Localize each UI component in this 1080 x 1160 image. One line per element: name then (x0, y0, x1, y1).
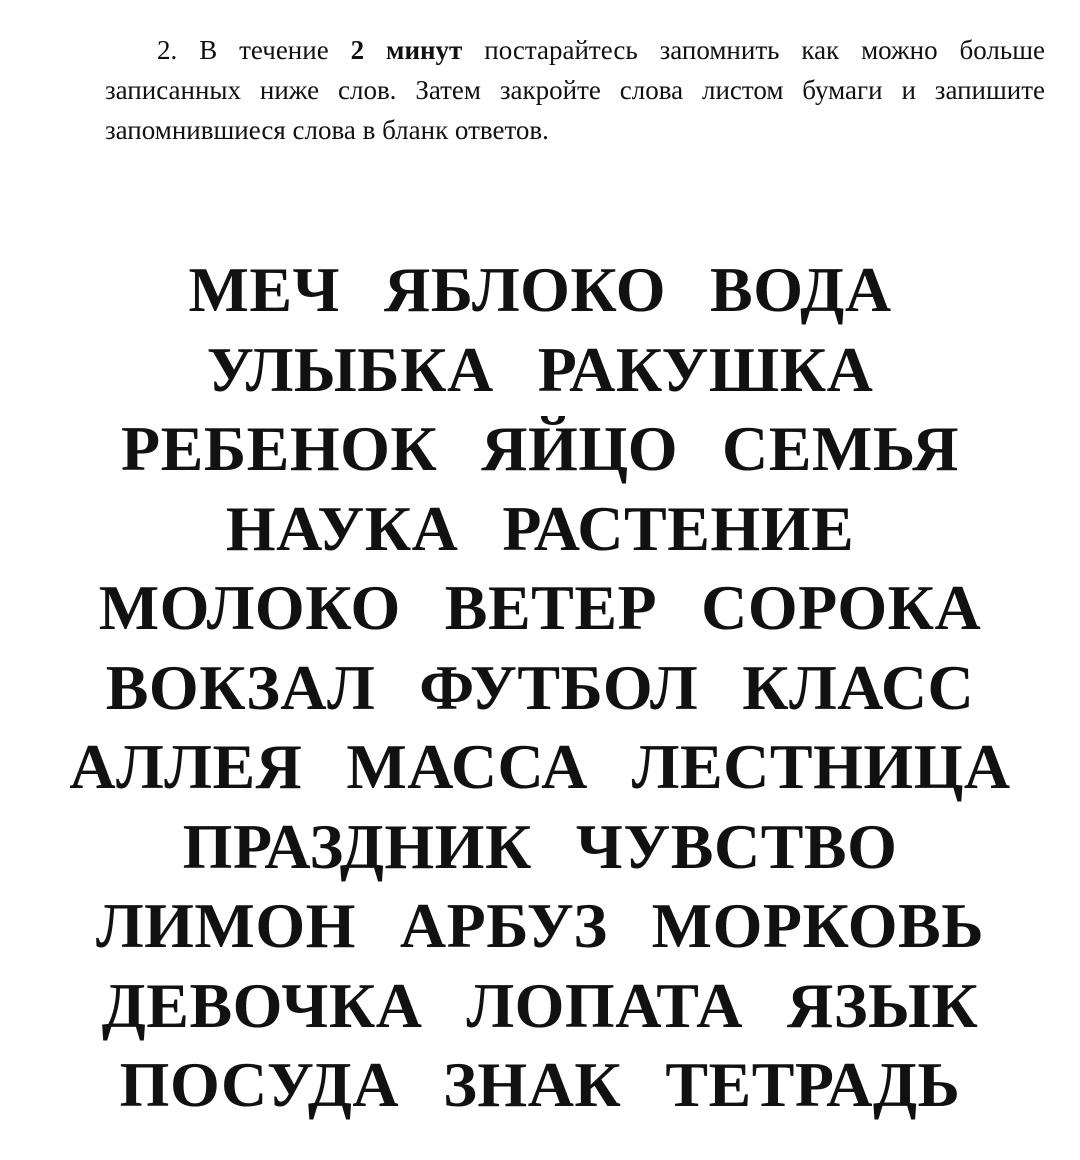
time-limit: 2 минут (350, 35, 463, 65)
word: ЯЙЦО (481, 413, 679, 484)
word: РАКУШКА (537, 333, 874, 405)
instructions-text-start: В течение (199, 35, 329, 65)
word: МАССА (346, 731, 588, 802)
word: ВОДА (710, 254, 892, 325)
word: СОРОКА (701, 572, 982, 643)
word: ЯБЛОКО (384, 254, 667, 325)
word: СЕМЬЯ (722, 413, 959, 484)
word-row (0, 886, 1080, 966)
word: РЕБЕНОК (121, 413, 438, 484)
word: ДЕВОЧКА (101, 969, 423, 1041)
word: МОЛОКО (98, 572, 401, 643)
word: ТЕТРАДЬ (665, 1049, 961, 1120)
word: АРБУЗ (399, 890, 608, 961)
word-row (0, 807, 1080, 887)
word: ПОСУДА (119, 1049, 400, 1120)
word: МЕЧ (188, 254, 341, 325)
task-number: 2. (157, 35, 178, 65)
word: ЗНАК (443, 1049, 622, 1120)
memorization-word-list (0, 250, 1080, 1125)
word: КЛАСС (742, 651, 975, 723)
word-row (0, 409, 1080, 489)
task-instructions (105, 30, 1045, 150)
word: АЛЛЕЯ (69, 731, 303, 802)
word: РАСТЕНИЕ (502, 492, 855, 564)
word: ЯЗЫК (787, 969, 979, 1041)
word: ЛОПАТА (466, 969, 743, 1041)
word: НАУКА (225, 492, 459, 564)
word: ЧУВСТВО (575, 810, 898, 882)
word-row (0, 966, 1080, 1046)
word: УЛЫБКА (206, 333, 494, 405)
word: МОРКОВЬ (651, 890, 985, 961)
word-row (0, 648, 1080, 728)
word: ВЕТЕР (444, 572, 658, 643)
word: ЛИМОН (95, 890, 356, 961)
word: ФУТБОЛ (419, 651, 699, 723)
word: ПРАЗДНИК (182, 810, 532, 882)
word-row (0, 250, 1080, 330)
instructions-text-end: постарайтесь запомнить как можно больше записанных ниже слов. Затем закройте слова листом бумаги и запишите запомнившиеся слова в бланк ответов. (105, 35, 1045, 145)
word-row (0, 568, 1080, 648)
word-row (0, 330, 1080, 410)
word-row (0, 489, 1080, 569)
word-row (0, 1045, 1080, 1125)
word-row (0, 727, 1080, 807)
word: ВОКЗАЛ (105, 651, 376, 723)
word: ЛЕСТНИЦА (631, 731, 1011, 802)
